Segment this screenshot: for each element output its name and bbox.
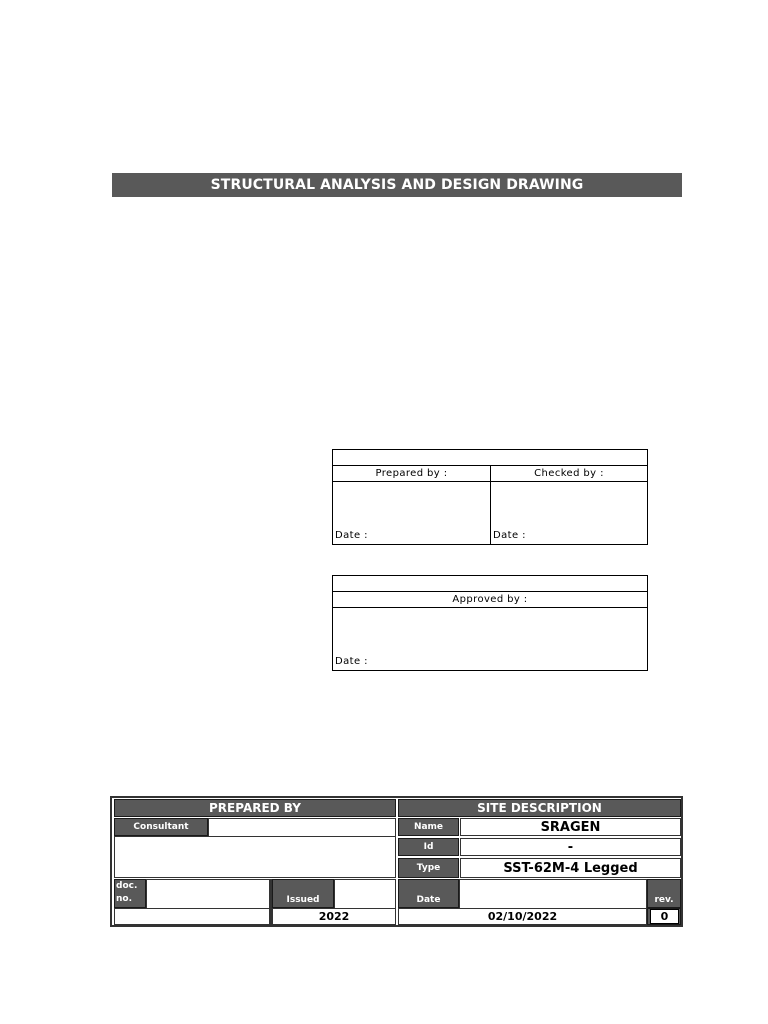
consultant-details: [114, 836, 396, 878]
rev-label: [647, 879, 681, 908]
id-label-text: Id: [423, 842, 434, 852]
doc-no-value: [114, 908, 270, 925]
prepared-by-header: [114, 799, 396, 817]
name-label: [398, 818, 459, 836]
name-value-text: SRAGEN: [540, 819, 601, 835]
rev-label-text: rev.: [654, 895, 674, 905]
document-title: STRUCTURAL ANALYSIS AND DESIGN DRAWING: [210, 177, 584, 193]
document-title-banner: [112, 173, 682, 197]
type-value: [460, 858, 681, 878]
prepared-by-label: Prepared by :: [375, 468, 448, 479]
consultant-value: [208, 818, 396, 836]
approved-date-label: Date :: [335, 656, 368, 667]
divider: [333, 607, 647, 608]
name-value: [460, 818, 681, 836]
issued-blank: [334, 879, 396, 908]
checked-date-label: Date :: [493, 530, 526, 541]
issued-value: [272, 908, 396, 925]
prepared-date-label: Date :: [335, 530, 368, 541]
rev-value: [650, 909, 679, 924]
approved-by-label: Approved by :: [452, 594, 528, 605]
site-description-header-text: SITE DESCRIPTION: [477, 801, 602, 815]
id-value: [460, 838, 681, 856]
issued-value-text: 2022: [318, 910, 350, 923]
doc-no-value-top: [146, 879, 270, 908]
site-description-header: [398, 799, 681, 817]
type-label-text: Type: [416, 863, 441, 873]
consultant-label: [114, 818, 208, 836]
prepared-by-header-text: PREPARED BY: [209, 801, 301, 815]
title-block: [110, 796, 683, 927]
doc-no-label: [114, 879, 146, 908]
id-label: [398, 838, 459, 856]
approved-signature-box: [332, 575, 648, 671]
issued-label-text: Issued: [286, 895, 320, 905]
date-value: [398, 908, 647, 925]
rev-value-text: 0: [660, 910, 669, 923]
date-label-text: Date: [416, 895, 441, 905]
consultant-label-text: Consultant: [133, 822, 189, 832]
date-value-text: 02/10/2022: [487, 910, 558, 923]
type-value-text: SST-62M-4 Legged: [503, 860, 638, 876]
id-value-text: -: [567, 839, 574, 855]
name-label-text: Name: [413, 822, 444, 832]
issued-label: [272, 879, 334, 908]
doc-no-label-line2: no.: [116, 894, 133, 904]
date-label: [398, 879, 459, 908]
prepared-checked-signature-box: [332, 449, 648, 545]
checked-by-label: Checked by :: [534, 468, 604, 479]
date-blank: [459, 879, 647, 908]
doc-no-label-line1: doc.: [116, 881, 138, 891]
type-label: [398, 858, 459, 878]
